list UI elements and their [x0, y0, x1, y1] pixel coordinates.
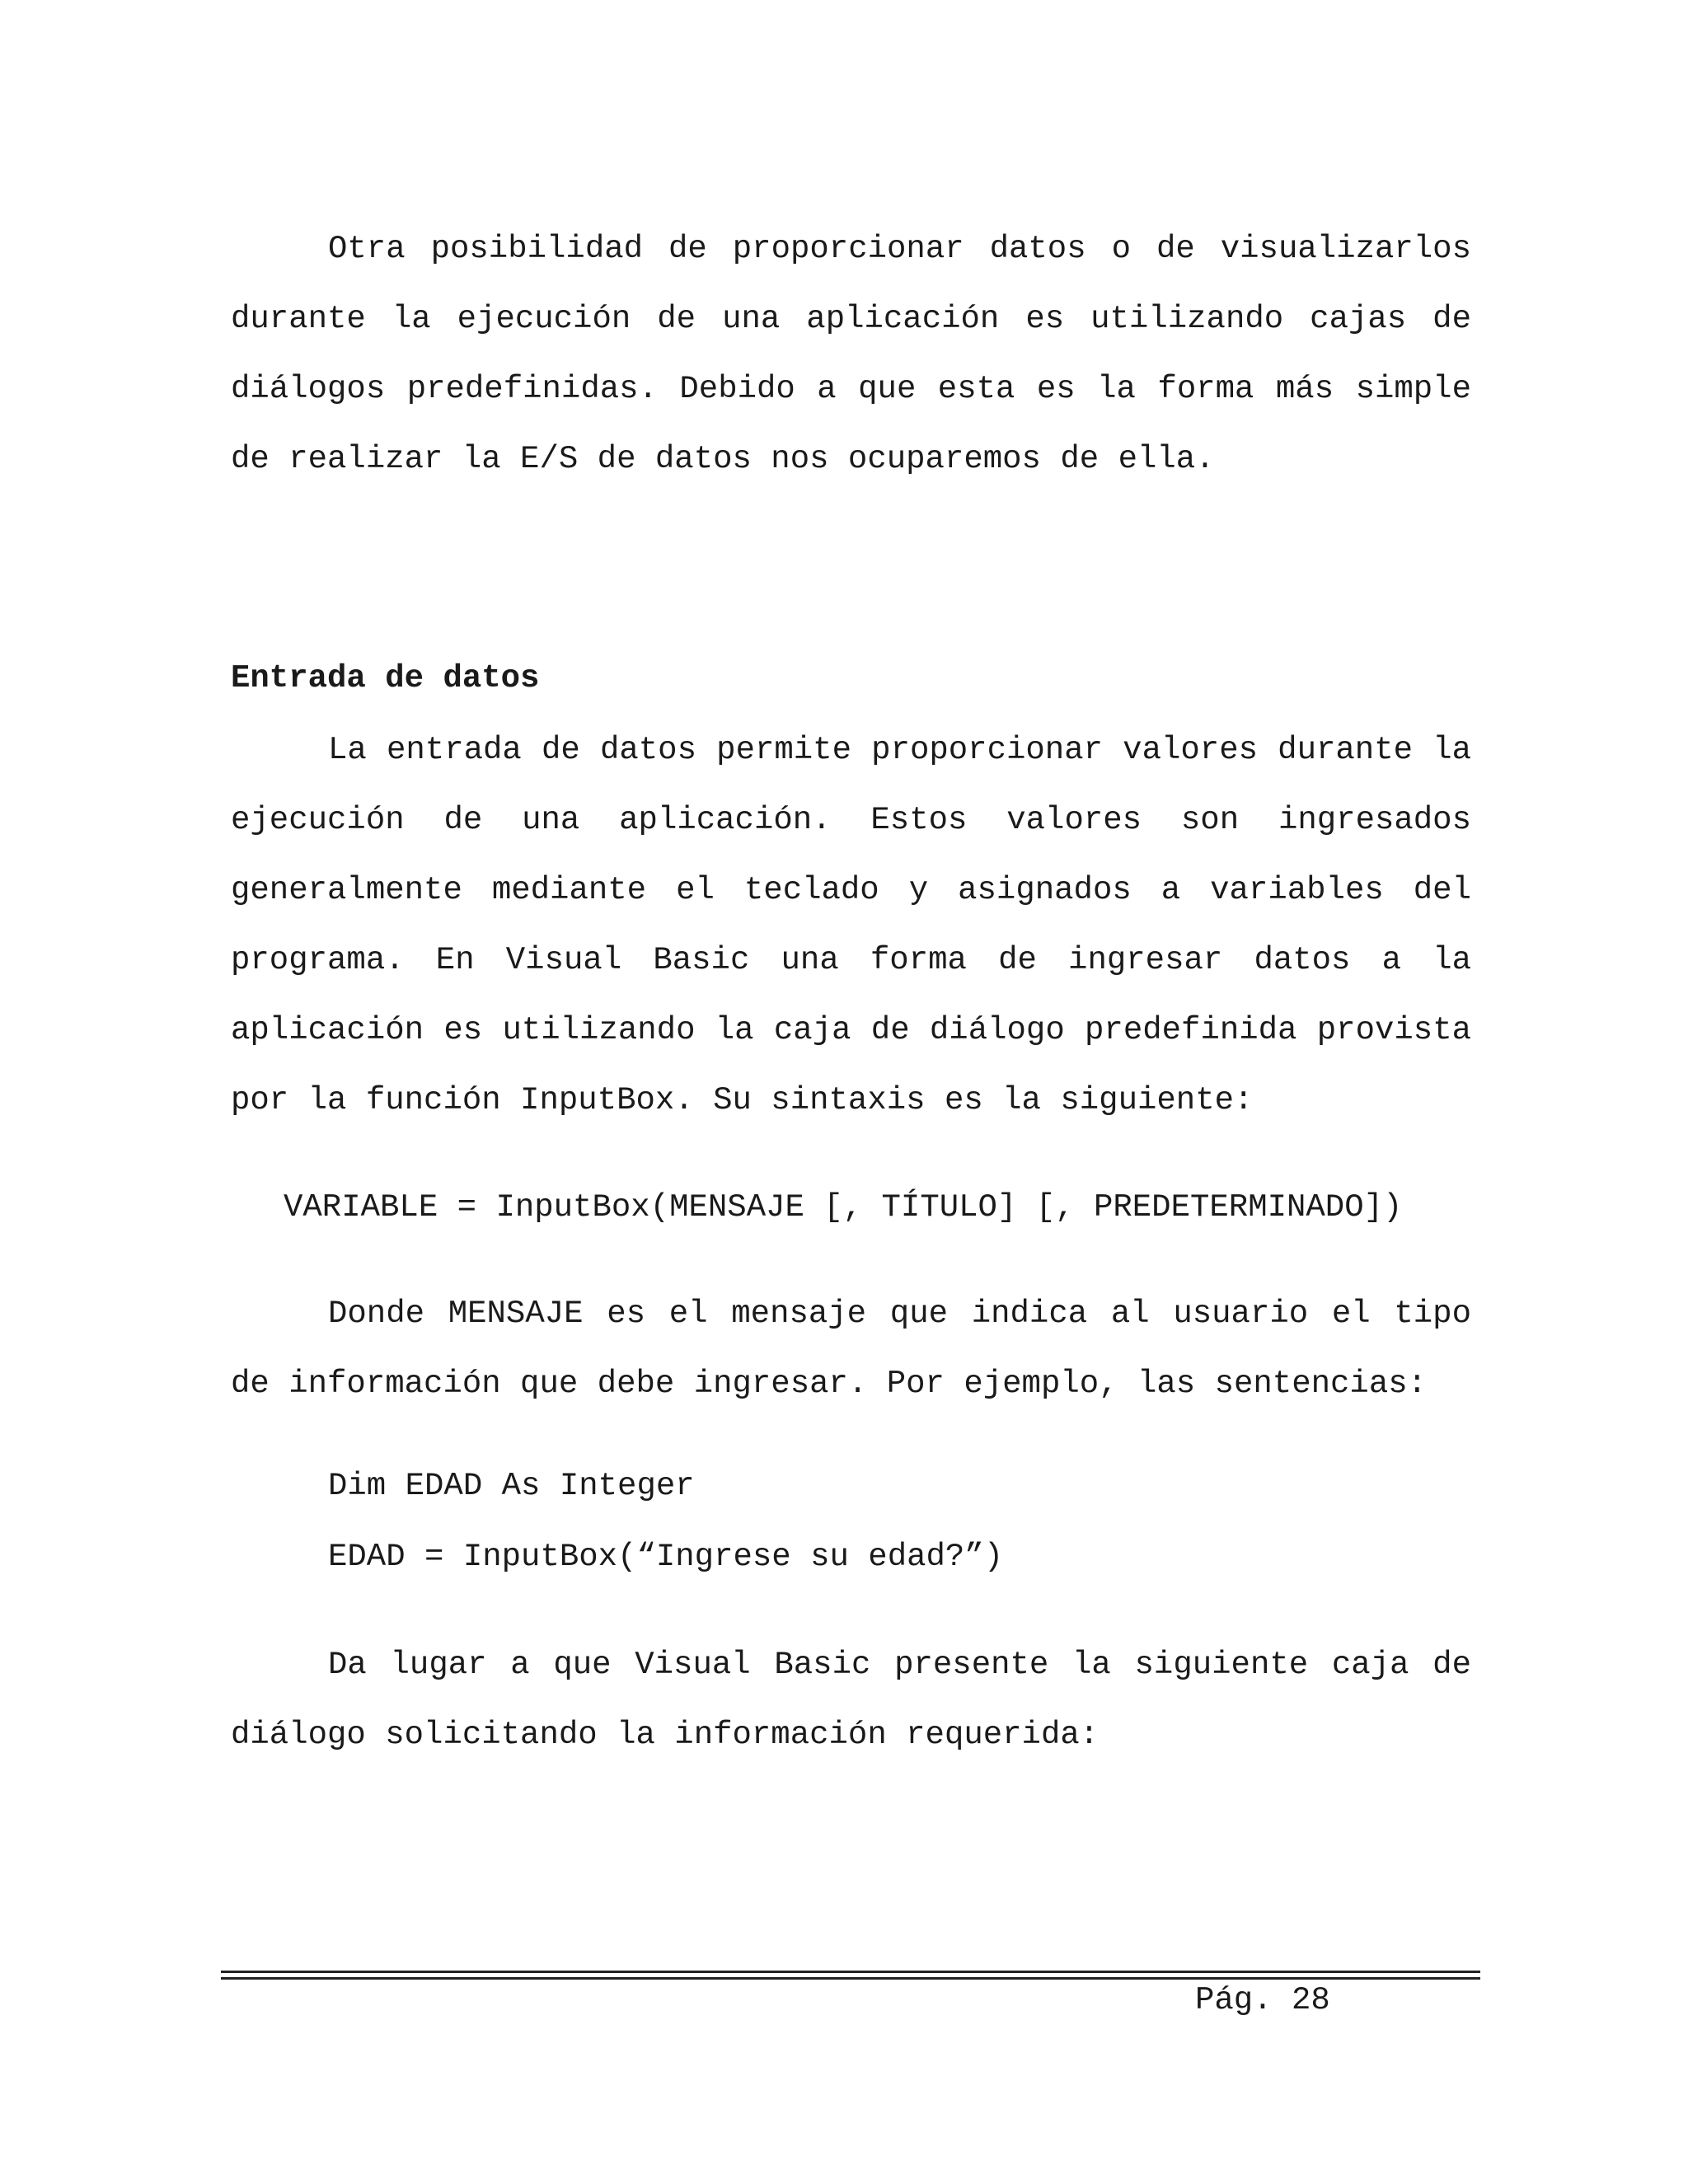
footer-rule-top: [221, 1971, 1480, 1973]
explanation-paragraph: Donde MENSAJE es el mensaje que indica al usuario el tipo de información que debe ingresar. Por ejemplo, las sentencias:: [231, 1296, 1471, 1402]
section-paragraph: La entrada de datos permite proporcionar valores durante la ejecución de una aplicación. Estos valores son ingresados generalmente mediante el teclado y asignados a variables del programa. En Visual Basic una forma de ingresar datos a la aplicación es utilizando la caja de diálogo predefinida provista por la función InputBox. Su sintaxis es la siguiente:: [231, 732, 1471, 1118]
code-line-inputbox: EDAD = InputBox(“Ingrese su edad?”): [328, 1539, 1004, 1575]
syntax-line: VARIABLE = InputBox(MENSAJE [, TÍTULO] [, PREDETERMINADO]): [284, 1189, 1403, 1226]
section-heading: Entrada de datos: [231, 660, 540, 696]
code-line-declaration: Dim EDAD As Integer: [328, 1468, 695, 1504]
footer-rule-bottom: [221, 1977, 1480, 1980]
intro-paragraph: Otra posibilidad de proporcionar datos o de visualizarlos durante la ejecución de una aplicación es utilizando cajas de diálogos predefinidas. Debido a que esta es la forma más simple de realizar la E/S de datos nos ocuparemos de ella.: [231, 231, 1471, 477]
page-number: Pág. 28: [1195, 1982, 1330, 2018]
closing-paragraph: Da lugar a que Visual Basic presente la siguiente caja de diálogo solicitando la información requerida:: [231, 1647, 1471, 1753]
